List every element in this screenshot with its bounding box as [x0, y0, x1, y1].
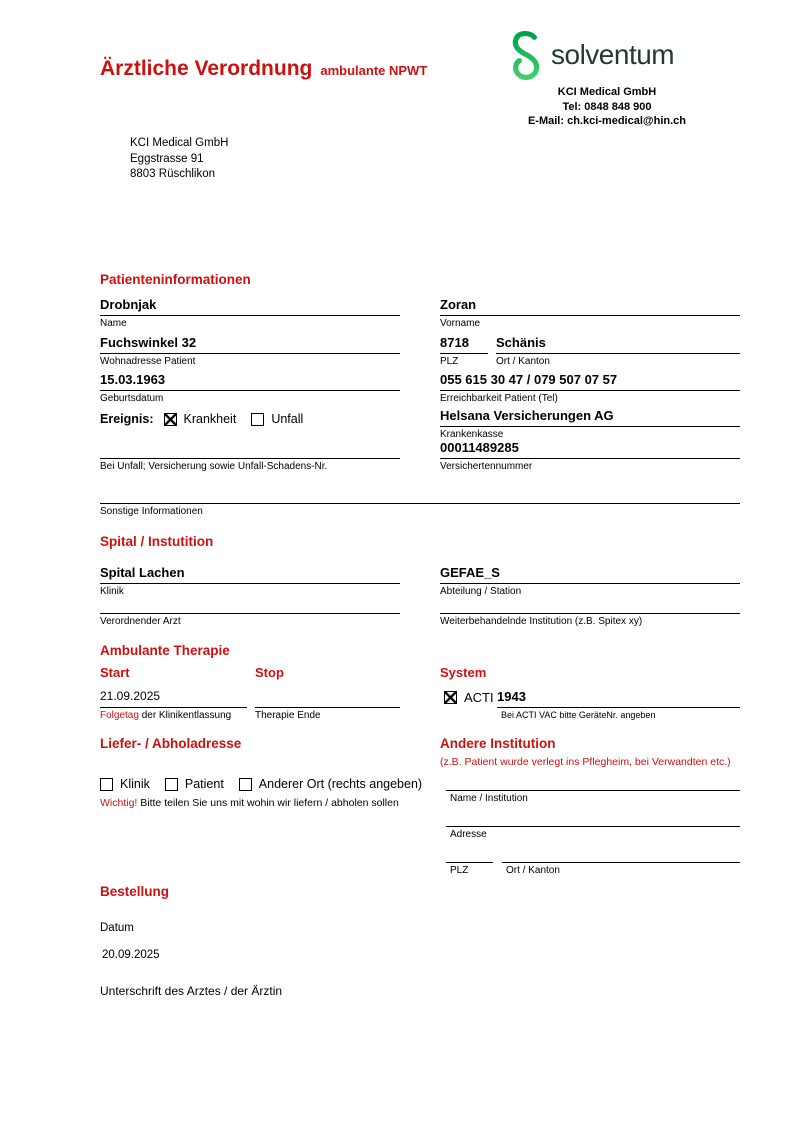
- sender-address: [130, 136, 228, 183]
- wichtig-label: Wichtig!: [100, 797, 138, 809]
- field-ort-label: Ort / Kanton: [496, 356, 550, 367]
- field-verordnender-arzt: [100, 594, 400, 627]
- underline: [496, 353, 740, 354]
- field-geburtsdatum-label: Geburtsdatum: [100, 393, 164, 404]
- underline: [446, 790, 740, 791]
- field-andere-adresse-label: Adresse: [450, 829, 487, 840]
- field-weiterbehandelnde-label: Weiterbehandelnde Institution (z.B. Spitex xy): [440, 616, 643, 627]
- field-krankenkasse-label: Krankenkasse: [440, 429, 504, 440]
- field-name-label: Name: [100, 318, 127, 329]
- checkbox-liefer-anderer-ort[interactable]: [239, 777, 422, 791]
- field-geburtsdatum: [100, 371, 400, 404]
- datum-label: Datum: [100, 922, 134, 934]
- field-ort-value[interactable]: Schänis: [496, 335, 546, 350]
- field-andere-plz: [446, 843, 493, 876]
- field-andere-ort: [502, 843, 740, 876]
- field-weiterbehandelnde: [440, 594, 740, 627]
- field-krankenkasse-value[interactable]: Helsana Versicherungen AG: [440, 408, 614, 423]
- unterschrift-label: Unterschrift des Arztes / der Ärztin: [100, 984, 283, 998]
- checkbox-acti[interactable]: [444, 690, 494, 705]
- field-andere-ort-value[interactable]: [502, 843, 740, 860]
- underline: [440, 613, 740, 614]
- sender-line-1: KCI Medical GmbH: [130, 137, 229, 149]
- liefer-options: [100, 777, 422, 791]
- field-ort: [496, 334, 740, 367]
- field-weiterbehandelnde-value[interactable]: [440, 594, 740, 611]
- underline: [446, 826, 740, 827]
- field-abteilung-label: Abteilung / Station: [440, 586, 522, 597]
- field-klinik: [100, 564, 400, 597]
- checkbox-liefer-klinik[interactable]: [100, 777, 150, 791]
- field-tel-value[interactable]: 055 615 30 47 / 079 507 07 57: [440, 372, 618, 387]
- ereignis-options: [164, 412, 304, 426]
- stop-heading: Stop: [255, 665, 284, 680]
- andere-subnote: (z.B. Patient wurde verlegt ins Pflegheim, bei Verwandten etc.): [440, 756, 731, 768]
- section-bestellung-heading: Bestellung: [100, 884, 170, 899]
- underline: [440, 353, 488, 354]
- checkbox-unfall-label: Unfall: [271, 412, 304, 426]
- section-liefer-heading: Liefer- / Abholadresse: [100, 736, 242, 751]
- field-system-geraetenr-value[interactable]: 1943: [497, 689, 526, 704]
- wichtig-rest: Bitte teilen Sie uns mit wohin wir liefern / abholen sollen: [137, 797, 399, 809]
- section-therapie-heading: Ambulante Therapie: [100, 643, 230, 658]
- field-klinik-label: Klinik: [100, 586, 124, 597]
- solventum-logo: [506, 30, 674, 80]
- sender-line-2: Eggstrasse 91: [130, 152, 204, 165]
- field-sonstige: [100, 484, 740, 517]
- field-klinik-value[interactable]: Spital Lachen: [100, 565, 185, 580]
- checkbox-unchecked-icon[interactable]: [239, 778, 252, 791]
- underline: [100, 390, 400, 391]
- underline: [100, 503, 740, 504]
- field-therapie-start-value[interactable]: 21.09.2025: [100, 689, 161, 703]
- contact-company: KCI Medical GmbH: [557, 86, 657, 98]
- checkbox-unchecked-icon[interactable]: [251, 413, 264, 426]
- folgetag-label: Folgetag: [100, 710, 139, 721]
- field-system-geraetenr: [497, 688, 740, 720]
- field-name: [100, 296, 400, 329]
- field-krankenkasse: [440, 407, 740, 440]
- section-andere-heading: Andere Institution: [440, 736, 556, 751]
- field-geburtsdatum-value[interactable]: 15.03.1963: [100, 372, 166, 387]
- field-therapie-stop-value[interactable]: [255, 688, 400, 705]
- field-system-geraetenr-label: Bei ACTI VAC bitte GeräteNr. angeben: [501, 710, 656, 720]
- field-abteilung: [440, 564, 740, 597]
- underline: [100, 353, 400, 354]
- field-andere-plz-value[interactable]: [446, 843, 493, 860]
- underline: [446, 862, 493, 863]
- folgetag-label-rest: der Klinikentlassung: [138, 710, 232, 721]
- field-andere-name: [446, 771, 740, 804]
- field-tel: [440, 371, 740, 404]
- checkbox-unfall[interactable]: [251, 412, 303, 426]
- underline: [497, 707, 740, 708]
- field-andere-plz-label: PLZ: [450, 865, 469, 876]
- field-versichertennummer: [440, 439, 740, 472]
- field-therapie-stop: [255, 688, 400, 721]
- underline: [255, 707, 400, 708]
- field-tel-label: Erreichbarkeit Patient (Tel): [440, 393, 558, 404]
- underline: [100, 707, 247, 708]
- field-andere-adresse-value[interactable]: [446, 807, 740, 824]
- contact-email: E-Mail: ch.kci-medical@hin.ch: [527, 115, 687, 127]
- checkbox-unchecked-icon[interactable]: [165, 778, 178, 791]
- field-verordnender-arzt-label: Verordnender Arzt: [100, 616, 181, 627]
- checkbox-liefer-anderer-ort-label: Anderer Ort (rechts angeben): [258, 777, 423, 791]
- field-unfall-nr-value[interactable]: [100, 439, 400, 456]
- underline: [100, 613, 400, 614]
- underline: [100, 458, 400, 459]
- field-plz-value[interactable]: 8718: [440, 335, 469, 350]
- field-therapie-stop-label: Therapie Ende: [255, 710, 321, 721]
- field-versichertennummer-label: Versichertennummer: [440, 461, 533, 472]
- underline: [440, 583, 740, 584]
- page-title: [100, 57, 427, 81]
- field-abteilung-value[interactable]: GEFAE_S: [440, 565, 500, 580]
- solventum-wordmark: solventum: [551, 39, 675, 70]
- checkbox-krankheit[interactable]: [164, 412, 237, 426]
- field-therapie-start-label: [100, 710, 247, 721]
- checkbox-checked-icon[interactable]: [164, 413, 177, 426]
- field-unfall-nr: [100, 439, 400, 472]
- checkbox-acti-label: ACTI: [464, 690, 494, 705]
- field-verordnender-arzt-value[interactable]: [100, 594, 400, 611]
- checkbox-krankheit-label: Krankheit: [183, 412, 237, 426]
- start-heading: Start: [100, 665, 130, 680]
- underline: [440, 315, 740, 316]
- field-wohnadresse-label: Wohnadresse Patient: [100, 356, 196, 367]
- field-unfall-nr-label: Bei Unfall; Versicherung sowie Unfall-Schadens-Nr.: [100, 461, 328, 472]
- contact-block: [494, 85, 720, 129]
- section-patient-heading: Patienteninformationen: [100, 272, 251, 287]
- page-title-main: Ärztliche Verordnung: [100, 57, 313, 80]
- field-vorname: [440, 296, 740, 329]
- field-andere-name-value[interactable]: [446, 771, 740, 788]
- field-wohnadresse-value[interactable]: Fuchswinkel 32: [100, 335, 197, 350]
- field-wohnadresse: [100, 334, 400, 367]
- checkbox-liefer-patient[interactable]: [165, 777, 224, 791]
- field-andere-ort-label: Ort / Kanton: [506, 865, 560, 876]
- field-name-value[interactable]: Drobnjak: [100, 297, 157, 312]
- contact-tel: Tel: 0848 848 900: [562, 100, 652, 113]
- field-versichertennummer-value[interactable]: 00011489285: [440, 440, 519, 455]
- page-title-sub: ambulante NPWT: [320, 63, 428, 78]
- wichtig-note: [100, 797, 399, 809]
- field-sonstige-label: Sonstige Informationen: [100, 506, 203, 517]
- field-vorname-value[interactable]: Zoran: [440, 297, 477, 312]
- field-sonstige-value[interactable]: [100, 484, 740, 501]
- field-plz: [440, 334, 488, 367]
- field-plz-label: PLZ: [440, 356, 459, 367]
- datum-value[interactable]: 20.09.2025: [102, 949, 160, 961]
- field-therapie-start: [100, 688, 247, 721]
- section-spital-heading: Spital / Instutition: [100, 534, 214, 549]
- underline: [440, 458, 740, 459]
- field-andere-name-label: Name / Institution: [450, 793, 528, 804]
- underline: [502, 862, 740, 863]
- underline: [100, 583, 400, 584]
- ereignis-label: Ereignis:: [100, 412, 154, 426]
- checkbox-liefer-klinik-label: Klinik: [120, 777, 150, 791]
- checkbox-unchecked-icon[interactable]: [100, 778, 113, 791]
- ereignis-row: [100, 412, 303, 426]
- solventum-logo-icon: [506, 30, 544, 80]
- underline: [100, 315, 400, 316]
- checkbox-liefer-patient-label: Patient: [184, 777, 224, 791]
- checkbox-checked-icon[interactable]: [444, 691, 457, 704]
- underline: [440, 426, 740, 427]
- field-vorname-label: Vorname: [440, 318, 481, 329]
- sender-line-3: 8803 Rüschlikon: [130, 168, 216, 180]
- underline: [440, 390, 740, 391]
- field-andere-adresse: [446, 807, 740, 840]
- system-heading: System: [440, 665, 487, 680]
